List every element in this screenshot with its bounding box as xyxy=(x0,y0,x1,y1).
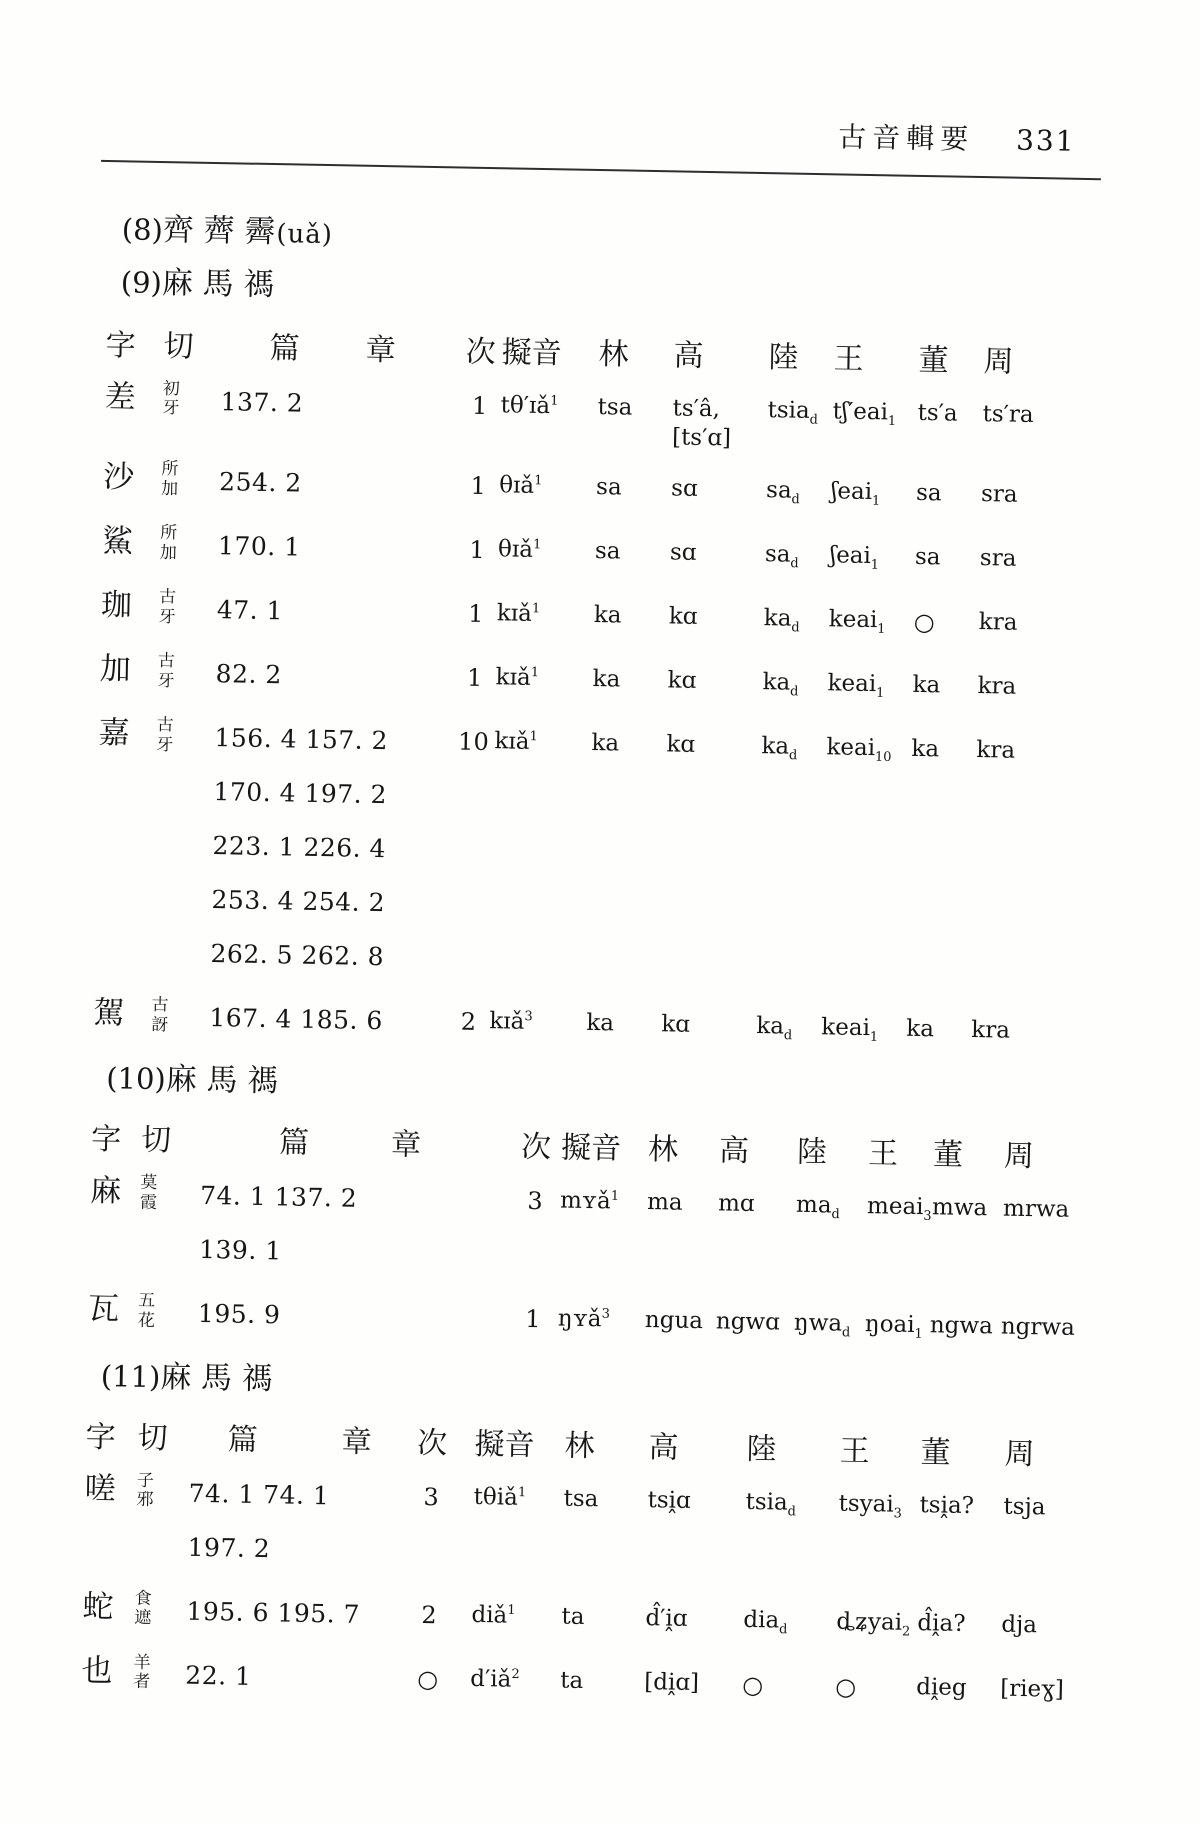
pianzhang-cell: 254. 2 xyxy=(218,467,302,498)
section-heading xyxy=(106,1059,1123,1116)
reconstruction-cell: kɪǎ$^3$ xyxy=(489,1008,533,1036)
lin-cell: tsa xyxy=(597,393,633,421)
col-zhou: 周 xyxy=(1004,1437,1035,1471)
col-lu: 陸 xyxy=(768,340,799,375)
fanqie-spelling xyxy=(162,374,221,419)
pianzhang-cell: 167. 4 185. 6 xyxy=(209,1003,384,1036)
lu-cell: $sa_d$ xyxy=(765,477,800,508)
table-row xyxy=(89,1167,1121,1294)
wang-cell: ʃeai$_1$ xyxy=(829,542,880,574)
entry-char: 差 xyxy=(104,378,137,415)
phonology-table xyxy=(93,325,1136,1062)
col-reconstruction: 擬音 xyxy=(501,335,562,370)
reconstruction-cell: diǎ$^1$ xyxy=(471,1601,516,1629)
fanqie-bottom: 牙 xyxy=(158,606,176,627)
lin-cell: sa xyxy=(594,538,621,565)
book-title: 古音輯要 xyxy=(837,122,975,156)
table-row xyxy=(87,1285,1118,1358)
section-rhymes: 麻 馬 禡 xyxy=(165,1061,280,1099)
fanqie-spelling xyxy=(138,1286,199,1331)
col-lin: 林 xyxy=(564,1429,595,1463)
page-body xyxy=(81,198,1139,1729)
fanqie-top: 莫 xyxy=(140,1172,158,1193)
fanqie-bottom: 加 xyxy=(159,542,178,563)
count-cell: 1 xyxy=(466,663,483,693)
entry-char: 蛇 xyxy=(82,1588,114,1625)
col-dong: 董 xyxy=(918,343,949,377)
lu-cell: ○ xyxy=(741,1670,764,1700)
fanqie-spelling xyxy=(151,990,210,1035)
fanqie-top: 古 xyxy=(158,587,177,607)
fanqie-spelling xyxy=(140,1168,201,1213)
section-number: (9) xyxy=(120,265,163,300)
wang-cell: keai$_1$ xyxy=(828,606,886,638)
entry-char: 嗟 xyxy=(84,1470,117,1507)
entry-char: 沙 xyxy=(102,459,135,495)
fanqie-spelling xyxy=(136,1466,189,1511)
dong-cell: d̂i̭a? xyxy=(917,1609,966,1637)
fanqie-top: 五 xyxy=(138,1290,156,1311)
col-pian: 篇 xyxy=(278,1126,310,1160)
table-row xyxy=(94,709,1129,998)
entry-char: 珈 xyxy=(100,587,133,623)
reconstruction-cell: θɪǎ$^1$ xyxy=(497,536,542,564)
col-lin: 林 xyxy=(598,337,629,372)
count-cell: 10 xyxy=(457,727,490,757)
fanqie-top: 羊 xyxy=(133,1652,151,1672)
count-cell: 2 xyxy=(460,1007,477,1037)
fanqie-top: 古 xyxy=(156,715,174,735)
entry-char: 麻 xyxy=(89,1172,122,1209)
entry-char: 嘉 xyxy=(98,715,130,751)
section-rhymes: 齊 薺 霽 xyxy=(162,212,277,250)
wang-cell: tsyai$_3$ xyxy=(838,1490,902,1522)
col-zhang: 章 xyxy=(365,333,396,367)
pianzhang-cell: 170. 1 xyxy=(217,531,301,562)
fanqie-top: 初 xyxy=(162,378,181,398)
reconstruction-cell: θɪǎ$^1$ xyxy=(498,472,543,500)
lu-cell: tsia$_d$ xyxy=(745,1488,797,1520)
col-char: 字 xyxy=(90,1122,122,1157)
section-number: (8) xyxy=(121,212,164,248)
count-cell: ○ xyxy=(417,1664,439,1694)
lin-cell: ka xyxy=(586,1010,615,1037)
dong-cell: ka xyxy=(906,1016,935,1043)
fanqie-top: 子 xyxy=(136,1470,155,1490)
col-zhou: 周 xyxy=(1003,1139,1035,1174)
running-head xyxy=(838,115,1076,159)
count-cell: 2 xyxy=(421,1600,437,1630)
count-cell: 1 xyxy=(467,599,484,629)
gao-cell: mɑ xyxy=(717,1190,755,1218)
pianzhang-cell: 82. 2 xyxy=(215,659,283,690)
pianzhang-cell: 137. 2 xyxy=(220,386,304,418)
col-count: 次 xyxy=(465,335,496,369)
fanqie-bottom: 者 xyxy=(133,1672,151,1692)
col-lu: 陸 xyxy=(796,1135,828,1170)
fanqie-top: 所 xyxy=(161,459,179,479)
pianzhang-cell: 22. 1 xyxy=(185,1660,252,1691)
wang-cell: ʃeai$_1$ xyxy=(830,478,881,510)
lin-cell: ka xyxy=(592,666,621,693)
reconstruction-cell: ŋʏǎ$^3$ xyxy=(557,1305,611,1333)
dong-cell: sa xyxy=(914,544,941,571)
col-dong: 董 xyxy=(920,1435,951,1470)
col-zhang: 章 xyxy=(390,1128,422,1162)
dong-cell: mwa xyxy=(931,1194,988,1222)
wang-cell: keai$_{10}$ xyxy=(826,734,892,766)
lin-cell: sa xyxy=(595,474,622,501)
lin-cell: ngua xyxy=(644,1307,704,1335)
section-heading xyxy=(100,1357,1117,1414)
col-fanqie: 切 xyxy=(163,329,194,364)
col-gao: 高 xyxy=(718,1134,750,1168)
col-reconstruction: 擬音 xyxy=(560,1131,622,1166)
fanqie-spelling xyxy=(134,1584,187,1629)
dong-cell: ka xyxy=(912,672,941,699)
pianzhang-cell: 74. 1 137. 2 139. 1 xyxy=(198,1180,358,1266)
fanqie-bottom: 遮 xyxy=(134,1608,152,1628)
lin-cell: tsa xyxy=(563,1485,599,1512)
reconstruction-cell: tθiǎ$^1$ xyxy=(473,1483,527,1511)
wang-cell: ○ xyxy=(834,1672,857,1701)
count-cell: 1 xyxy=(471,391,488,420)
col-gao: 高 xyxy=(673,338,704,373)
zhou-cell: ngrwa xyxy=(1000,1313,1076,1341)
dong-cell: ts′a xyxy=(917,399,958,427)
table-row xyxy=(102,517,1133,590)
fanqie-spelling xyxy=(156,710,215,755)
wang-cell: meai$_3$ xyxy=(866,1193,932,1224)
section-rhymes: 麻 馬 禡 xyxy=(160,1359,275,1397)
gao-cell: tsi̭ɑ xyxy=(647,1486,691,1514)
count-cell: 3 xyxy=(527,1186,543,1216)
lu-cell: $ka_d$ xyxy=(762,669,799,700)
gao-cell: d̂′i̭ɑ xyxy=(645,1604,688,1632)
col-char: 字 xyxy=(85,1420,116,1455)
col-dong: 董 xyxy=(932,1138,964,1172)
reconstruction-cell: mʏǎ$^1$ xyxy=(559,1187,620,1215)
wang-cell: tʃ′eai$_1$ xyxy=(832,397,897,429)
lin-cell: ma xyxy=(646,1189,683,1216)
col-gao: 高 xyxy=(648,1430,679,1465)
lin-cell: ka xyxy=(593,602,622,629)
entry-char: 也 xyxy=(81,1652,113,1689)
zhou-cell: kra xyxy=(976,737,1016,765)
lin-cell: ta xyxy=(561,1603,585,1630)
zhou-cell: tsja xyxy=(1003,1493,1046,1521)
fanqie-bottom: 加 xyxy=(160,478,179,499)
gao-cell: kɑ xyxy=(668,603,698,631)
gao-cell: [di̭ɑ] xyxy=(644,1668,700,1696)
fanqie-bottom: 牙 xyxy=(162,398,180,418)
count-cell: 1 xyxy=(469,535,485,565)
entry-char: 鯊 xyxy=(101,523,134,559)
pianzhang-cell: 74. 1 74. 1 197. 2 xyxy=(187,1478,330,1563)
col-wang: 王 xyxy=(833,341,864,376)
phonology-table xyxy=(81,1418,1116,1720)
col-pian-zhang xyxy=(201,1122,512,1167)
gao-cell: sɑ xyxy=(669,539,697,567)
reconstruction-cell: tθ′ɪǎ$^1$ xyxy=(500,391,559,419)
entry-char: 駕 xyxy=(93,995,125,1031)
table-row xyxy=(83,1465,1115,1592)
lu-cell: tsia$_d$ xyxy=(767,396,819,428)
fanqie-spelling xyxy=(133,1648,186,1693)
wang-cell: keai$_1$ xyxy=(827,670,885,702)
count-cell: 1 xyxy=(470,471,487,501)
fanqie-bottom: 牙 xyxy=(156,734,174,755)
fanqie-spelling xyxy=(161,454,220,499)
col-zhang: 章 xyxy=(341,1425,372,1459)
fanqie-bottom: 花 xyxy=(137,1310,156,1330)
zhou-cell: kra xyxy=(977,673,1017,701)
lu-cell: $ka_d$ xyxy=(756,1013,793,1044)
entry-char: 瓦 xyxy=(87,1290,120,1327)
gao-cell: kɑ xyxy=(661,1011,691,1039)
pianzhang-cell: 47. 1 xyxy=(216,595,284,626)
lu-cell: ŋwa$_d$ xyxy=(793,1309,851,1341)
dong-cell: ka xyxy=(911,736,940,763)
section-heading xyxy=(121,210,1138,267)
table-row xyxy=(82,1583,1113,1656)
zhou-cell: [rieɣ] xyxy=(999,1675,1065,1703)
fanqie-bottom: 邪 xyxy=(136,1490,154,1510)
col-wang: 王 xyxy=(839,1434,870,1468)
zhou-cell: kra xyxy=(978,609,1018,637)
fanqie-spelling xyxy=(160,518,219,563)
wang-cell: ȡʑyai$_2$ xyxy=(836,1608,911,1640)
reconstruction-cell: kɪǎ$^1$ xyxy=(494,728,539,756)
col-pian-zhang xyxy=(189,1420,390,1463)
gao-cell: ts′â, [ts′ɑ] xyxy=(671,394,732,452)
fanqie-spelling xyxy=(157,646,216,691)
count-cell: 1 xyxy=(525,1304,541,1334)
dong-cell: sa xyxy=(915,480,942,507)
col-reconstruction: 擬音 xyxy=(474,1427,535,1462)
fanqie-bottom: 訝 xyxy=(151,1014,169,1035)
lu-cell: $ka_d$ xyxy=(761,733,798,764)
fanqie-bottom: 牙 xyxy=(157,670,175,691)
col-pian: 篇 xyxy=(227,1423,258,1457)
lu-cell: $sa_d$ xyxy=(764,541,799,572)
wang-cell: keai$_1$ xyxy=(821,1014,879,1046)
gao-cell: sɑ xyxy=(670,475,698,503)
section-number: (11) xyxy=(100,1359,161,1395)
fanqie-spelling xyxy=(159,582,218,627)
fanqie-bottom: 霞 xyxy=(139,1192,158,1212)
section-number: (10) xyxy=(105,1061,167,1097)
col-lin: 林 xyxy=(647,1133,679,1167)
wang-cell: ŋoai$_1$ xyxy=(864,1311,923,1342)
zhou-cell: mrwa xyxy=(1002,1195,1070,1223)
table-row xyxy=(99,645,1130,718)
fanqie-top: 古 xyxy=(157,651,176,671)
pianzhang-cell: 195. 6 195. 7 xyxy=(186,1596,361,1629)
col-wang: 王 xyxy=(867,1137,899,1171)
gao-cell: ngwɑ xyxy=(715,1308,781,1336)
table-row xyxy=(104,372,1135,462)
col-count: 次 xyxy=(520,1130,552,1165)
table-row xyxy=(100,581,1131,654)
lu-cell: dia$_d$ xyxy=(743,1606,788,1638)
section-rhymes: 麻 馬 禡 xyxy=(161,264,276,302)
table-row xyxy=(103,453,1134,526)
col-pian-zhang xyxy=(221,328,460,371)
fanqie-top: 所 xyxy=(160,523,178,543)
zhou-cell: dja xyxy=(1001,1611,1038,1639)
dong-cell: ○ xyxy=(913,608,935,637)
col-fanqie: 切 xyxy=(140,1123,172,1158)
reconstruction-cell: kɪǎ$^1$ xyxy=(495,664,540,692)
table-row xyxy=(81,1647,1112,1720)
pianzhang-cell: 156. 4 157. 2 170. 4 197. 2 223. 1 226. 4 253. 4 254. 2 262. 5 262. 8 xyxy=(210,723,389,972)
zhou-cell: sra xyxy=(980,481,1018,509)
dong-cell: ngwa xyxy=(929,1312,994,1340)
lu-cell: $ka_d$ xyxy=(763,605,800,636)
section-heading xyxy=(120,263,1137,320)
lin-cell: ka xyxy=(591,730,620,757)
gao-cell: kɑ xyxy=(667,667,697,695)
entry-char: 加 xyxy=(99,651,132,687)
col-count: 次 xyxy=(416,1426,448,1461)
col-pian: 篇 xyxy=(269,331,300,366)
dong-cell: tsi̭a? xyxy=(919,1491,975,1519)
col-zhou: 周 xyxy=(983,344,1014,379)
section-note: (uǎ) xyxy=(276,219,334,251)
col-fanqie: 切 xyxy=(137,1421,168,1456)
pianzhang-cell: 195. 9 xyxy=(197,1298,281,1330)
gao-cell: kɑ xyxy=(666,731,696,759)
table-row xyxy=(93,989,1124,1062)
reconstruction-cell: kɪǎ$^1$ xyxy=(496,600,541,628)
zhou-cell: kra xyxy=(971,1017,1011,1044)
zhou-cell: ts′ra xyxy=(982,400,1034,428)
reconstruction-cell: $d'iǎ^2$ xyxy=(470,1665,520,1693)
page-number: 331 xyxy=(1015,123,1076,158)
col-lu: 陸 xyxy=(746,1432,777,1467)
header-rule xyxy=(101,160,1101,180)
col-char: 字 xyxy=(105,328,136,363)
fanqie-top: 食 xyxy=(134,1588,152,1608)
lin-cell: ta xyxy=(560,1667,584,1694)
dong-cell: di̭eg xyxy=(916,1673,967,1701)
phonology-table xyxy=(87,1120,1121,1358)
count-cell: 3 xyxy=(423,1482,440,1512)
fanqie-top: 古 xyxy=(151,995,169,1015)
lu-cell: $ma_d$ xyxy=(795,1191,840,1223)
zhou-cell: sra xyxy=(979,545,1017,572)
